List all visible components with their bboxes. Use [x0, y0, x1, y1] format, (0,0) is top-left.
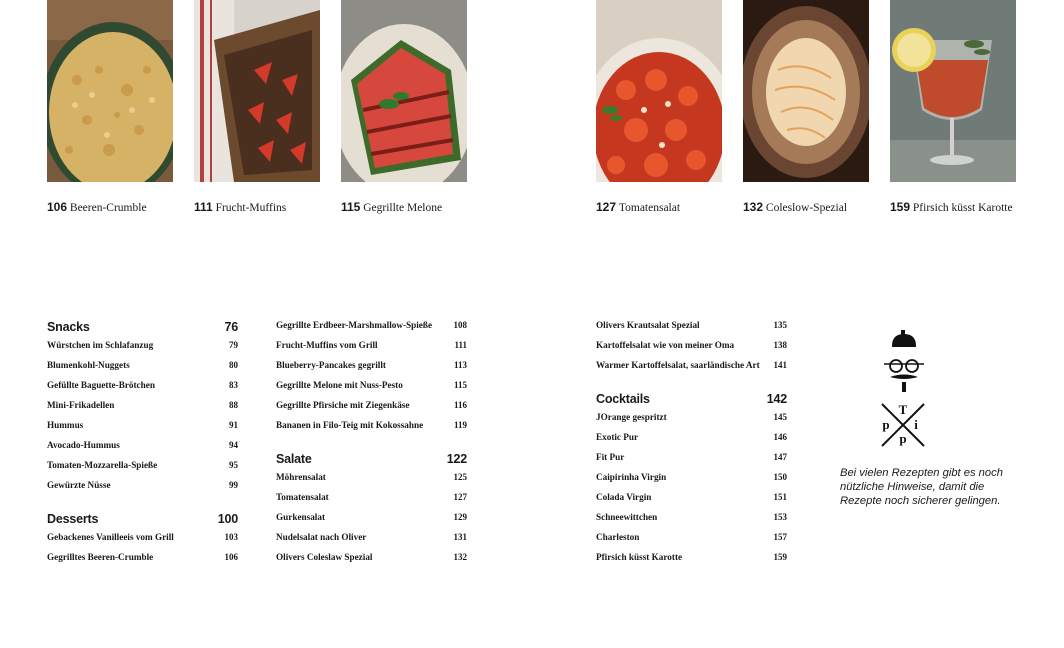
- entry-name: Schneewittchen: [596, 512, 658, 522]
- muffins-image: [194, 0, 320, 182]
- toc-entry: [276, 400, 467, 420]
- section-heading-desserts: [47, 512, 238, 532]
- toc-entry: [596, 552, 787, 572]
- toc-entry: [596, 532, 787, 552]
- entry-page: 83: [229, 380, 238, 390]
- entry-name: Avocado-Hummus: [47, 440, 120, 450]
- caption-2: [194, 200, 286, 214]
- entry-page: 141: [773, 360, 787, 370]
- entry-page: 94: [229, 440, 238, 450]
- photo-coleslow: [743, 0, 869, 182]
- entry-name: Gurkensalat: [276, 512, 326, 522]
- entry-name: Exotic Pur: [596, 432, 639, 442]
- entry-name: Blumenkohl-Nuggets: [47, 360, 130, 370]
- caption-title: Frucht-Muffins: [215, 202, 287, 214]
- section-title: Salate: [276, 452, 312, 466]
- entry-page: 145: [773, 412, 787, 422]
- entry-name: Kartoffelsalat wie von meiner Oma: [596, 340, 735, 350]
- entry-name: Charleston: [596, 532, 640, 542]
- entry-page: 88: [229, 400, 238, 410]
- toc-entry: [596, 412, 787, 432]
- entry-name: Blueberry-Pancakes gegrillt: [276, 360, 386, 370]
- entry-page: 95: [229, 460, 238, 470]
- caption-title: Beeren-Crumble: [69, 202, 147, 214]
- toc-entry: [276, 420, 467, 440]
- section-title: Desserts: [47, 512, 99, 526]
- toc-entry: [47, 360, 238, 380]
- caption-5: [743, 200, 847, 214]
- entry-page: 91: [229, 420, 238, 430]
- entry-page: 131: [453, 532, 467, 542]
- toc-entry: [47, 340, 238, 360]
- entry-page: 108: [453, 320, 467, 330]
- entry-name: Nudelsalat nach Oliver: [276, 532, 367, 542]
- section-page: 142: [766, 392, 787, 406]
- toc-entry: [276, 320, 467, 340]
- tip-note-text: Bei vielen Rezepten gibt es noch nützliche Hinweise, damit die Rezepte noch sicherer gelingen.: [840, 467, 1003, 508]
- entry-page: 111: [454, 340, 467, 350]
- entry-page: 147: [773, 452, 787, 462]
- section-title: Cocktails: [596, 392, 650, 406]
- toc-entry: [596, 432, 787, 452]
- entry-name: Würstchen im Schlafanzug: [47, 340, 154, 350]
- toc-entry: [47, 532, 238, 552]
- entry-page: 157: [773, 532, 787, 542]
- caption-page: 106: [47, 200, 68, 214]
- photo-gegrillte-melone: [341, 0, 467, 182]
- entry-name: Gewürzte Nüsse: [47, 480, 111, 490]
- toc-entry: [596, 472, 787, 492]
- coleslow-image: [743, 0, 869, 182]
- entry-page: 79: [229, 340, 238, 350]
- section-heading-salate: [276, 452, 467, 472]
- toc-entry: [47, 420, 238, 440]
- photo-pfirsich-cocktail: [890, 0, 1016, 182]
- entry-page: 113: [453, 360, 467, 370]
- entry-name: Tomatensalat: [276, 492, 329, 502]
- caption-page: 115: [341, 200, 361, 214]
- entry-page: 159: [773, 552, 787, 562]
- entry-page: 135: [773, 320, 787, 330]
- entry-page: 146: [773, 432, 787, 442]
- logo-letter-p-bottom: p: [899, 431, 907, 446]
- logo-letter-t: T: [898, 402, 908, 417]
- toc-entry: [276, 512, 467, 532]
- entry-name: Mini-Frikadellen: [47, 400, 115, 410]
- entry-name: Gegrillte Erdbeer-Marshmallow-Spieße: [276, 320, 433, 330]
- toc-entry: [276, 492, 467, 512]
- toc-entry: [47, 552, 238, 572]
- toc-entry: [596, 340, 787, 360]
- crumble-image: [47, 0, 173, 182]
- entry-name: Tomaten-Mozzarella-Spieße: [47, 460, 158, 470]
- caption-page: 127: [596, 200, 617, 214]
- caption-title: Coleslow-Spezial: [765, 202, 848, 214]
- logo-letter-p-left: p: [882, 417, 890, 432]
- entry-name: Olivers Coleslaw Spezial: [276, 552, 373, 562]
- toc-entry: [596, 320, 787, 340]
- caption-title: Tomatensalat: [618, 202, 681, 214]
- entry-page: 127: [453, 492, 467, 502]
- caption-page: 111: [194, 200, 213, 214]
- toc-entry: [47, 380, 238, 400]
- entry-name: Gegrillte Pfirsiche mit Ziegenkäse: [276, 400, 410, 410]
- section-heading-snacks: [47, 320, 238, 340]
- toc-entry: [276, 360, 467, 380]
- entry-name: Gefüllte Baguette-Brötchen: [47, 380, 155, 390]
- tipp-chef-logo-icon: [870, 328, 934, 450]
- toc-entry: [47, 460, 238, 480]
- entry-name: Warmer Kartoffelsalat, saarländische Art: [596, 360, 760, 370]
- logo-letter-i: i: [914, 417, 918, 432]
- photo-beeren-crumble: [47, 0, 173, 182]
- entry-page: 151: [773, 492, 787, 502]
- entry-name: Hummus: [47, 420, 84, 430]
- entry-name: Fit Pur: [596, 452, 625, 462]
- entry-page: 125: [453, 472, 467, 482]
- toc-entry: [276, 552, 467, 572]
- toc-entry: [596, 452, 787, 472]
- section-page: 76: [224, 320, 238, 334]
- entry-page: 103: [224, 532, 238, 542]
- toc-entry: [47, 400, 238, 420]
- entry-page: 138: [773, 340, 787, 350]
- toc-entry: [276, 340, 467, 360]
- entry-page: 106: [224, 552, 238, 562]
- toc-column-1: [47, 320, 238, 572]
- cocktail-image: [890, 0, 1016, 182]
- entry-name: Möhrensalat: [276, 472, 326, 482]
- toc-entry: [276, 472, 467, 492]
- entry-name: Frucht-Muffins vom Grill: [276, 340, 378, 350]
- entry-name: Gebackenes Vanilleeis vom Grill: [47, 532, 174, 542]
- toc-entry: [596, 492, 787, 512]
- toc-entry: [276, 532, 467, 552]
- entry-name: Olivers Krautsalat Spezial: [596, 320, 700, 330]
- section-page: 122: [446, 452, 467, 466]
- toc-entry: [47, 440, 238, 460]
- toc-column-2: [276, 320, 467, 572]
- entry-name: Gegrilltes Beeren-Crumble: [47, 552, 154, 562]
- entry-page: 129: [453, 512, 467, 522]
- entry-name: Pfirsich küsst Karotte: [596, 552, 683, 562]
- entry-page: 119: [453, 420, 467, 430]
- entry-name: Gegrillte Melone mit Nuss-Pesto: [276, 380, 403, 390]
- entry-name: Caipirinha Virgin: [596, 472, 667, 482]
- photo-tomatensalat: [596, 0, 722, 182]
- caption-title: Gegrillte Melone: [363, 202, 443, 214]
- entry-page: 150: [773, 472, 787, 482]
- caption-page: 132: [743, 200, 764, 214]
- entry-page: 153: [773, 512, 787, 522]
- entry-page: 132: [453, 552, 467, 562]
- toc-column-3: [596, 320, 787, 572]
- toc-entry: [596, 512, 787, 532]
- toc-entry: [47, 480, 238, 500]
- entry-page: 116: [453, 400, 467, 410]
- entry-name: Colada Virgin: [596, 492, 652, 502]
- toc-entry: [596, 360, 787, 380]
- section-page: 100: [217, 512, 238, 526]
- caption-6: [890, 200, 1013, 214]
- entry-name: Bananen in Filo-Teig mit Kokossahne: [276, 420, 424, 430]
- melone-image: [341, 0, 467, 182]
- caption-title: Pfirsich küsst Karotte: [912, 202, 1013, 214]
- tomatensalat-image: [596, 0, 722, 182]
- photo-frucht-muffins: [194, 0, 320, 182]
- toc-entry: [276, 380, 467, 400]
- caption-4: [596, 200, 680, 214]
- section-heading-cocktails: [596, 392, 787, 412]
- caption-page: 159: [890, 200, 911, 214]
- caption-1: [47, 200, 147, 214]
- entry-page: 115: [453, 380, 467, 390]
- caption-3: [341, 200, 442, 214]
- entry-name: JOrange gespritzt: [596, 412, 667, 422]
- entry-page: 80: [229, 360, 238, 370]
- entry-page: 99: [229, 480, 238, 490]
- section-title: Snacks: [47, 320, 90, 334]
